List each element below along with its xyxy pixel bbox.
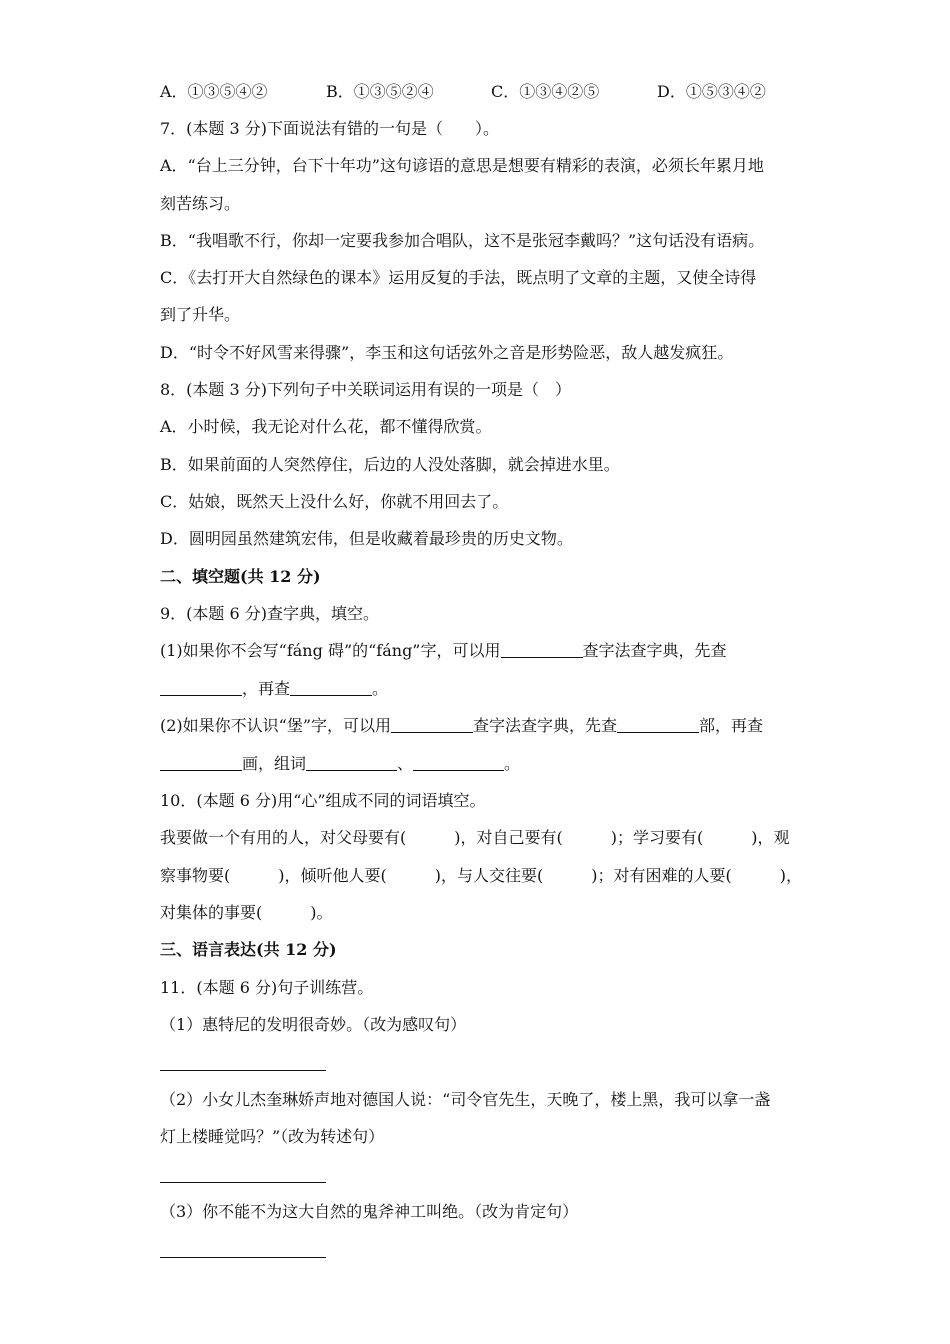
q9-part2-text-b: 查字法查字典，先查 xyxy=(473,716,618,735)
q6-option-c: C．①③④②⑤ xyxy=(491,82,600,101)
q9-part1-text-a: (1)如果你不会写“fáng 碍”的“fáng”字，可以用 xyxy=(160,641,501,660)
q7-option-c-line1: C．《去打开大自然绿色的课本》运用反复的手法，既点明了文章的主题，又使全诗得 xyxy=(160,268,757,287)
q9-part2-text-e: 、 xyxy=(397,754,414,773)
q11-sentence-2-line2: 灯上楼睡觉吗？”（改为转述句） xyxy=(160,1127,385,1146)
q8-option-a: A．小时候，我无论对什么花，都不懂得欣赏。 xyxy=(160,417,492,436)
q6-option-a: A．①③⑤④② xyxy=(160,82,268,101)
q7-option-a-line1: A．“台上三分钟，台下十年功”这句谚语的意思是想要有精彩的表演，必须长年累月地 xyxy=(160,156,764,175)
q11-stem: 11．(本题 6 分)句子训练营。 xyxy=(160,978,374,997)
q9-blank-lookup-method-2[interactable] xyxy=(391,716,473,733)
q8-option-c: C．姑娘，既然天上没什么好，你就不用回去了。 xyxy=(160,492,509,511)
q9-blank-word-2[interactable] xyxy=(413,754,504,771)
q8-option-b: B．如果前面的人突然停住，后边的人没处落脚，就会掉进水里。 xyxy=(160,455,620,474)
q9-part1-text-d: 。 xyxy=(372,679,389,698)
q10-line3: 对集体的事要( )。 xyxy=(160,903,333,922)
q9-part1-text-b: 查字法查字典，先查 xyxy=(582,641,727,660)
q11-sentence-3: （3）你不能不为这大自然的鬼斧神工叫绝。（改为肯定句） xyxy=(160,1202,579,1221)
q9-blank-strokes[interactable] xyxy=(160,754,242,771)
q7-option-d: D．“时令不好风雪来得骤”，李玉和这句话弦外之音是形势险恶，敌人越发疯狂。 xyxy=(160,343,734,362)
q9-blank-radical[interactable] xyxy=(617,716,699,733)
q7-option-a-line2: 刻苦练习。 xyxy=(160,194,241,213)
q10-stem: 10．(本题 6 分)用“心”组成不同的词语填空。 xyxy=(160,791,486,810)
q10-line2: 察事物要( )，倾听他人要( )，与人交往要( )；对有困难的人要( )， xyxy=(160,866,802,885)
q9-part2-text-f: 。 xyxy=(504,754,521,773)
q11-answer-line-2[interactable] xyxy=(160,1182,326,1183)
q6-option-b: B．①③⑤②④ xyxy=(326,82,434,101)
q7-stem: 7．(本题 3 分)下面说法有错的一句是（ ）。 xyxy=(160,119,500,138)
q9-part1-text-c: ，再查 xyxy=(242,679,291,698)
q11-sentence-2-line1: （2）小女儿杰奎琳娇声地对德国人说：“司令官先生，天晚了，楼上黑，我可以拿一盏 xyxy=(160,1090,771,1109)
q9-part2-text-a: (2)如果你不认识“堡”字，可以用 xyxy=(160,716,392,735)
q9-blank-word-1[interactable] xyxy=(306,754,397,771)
q9-part2-text-d: 画，组词 xyxy=(242,754,307,773)
q11-answer-line-3[interactable] xyxy=(160,1257,326,1258)
q9-part2-text-c: 部，再查 xyxy=(699,716,764,735)
q9-part1-line1 xyxy=(160,641,800,661)
q9-blank-then-check[interactable] xyxy=(290,679,372,696)
q11-sentence-1: （1）惠特尼的发明很奇妙。（改为感叹句） xyxy=(160,1015,467,1034)
q9-part2-line1 xyxy=(160,716,800,736)
q9-stem: 9．(本题 6 分)查字典，填空。 xyxy=(160,604,380,623)
q11-answer-line-1[interactable] xyxy=(160,1070,326,1071)
q8-stem: 8．(本题 3 分)下列句子中关联词运用有误的一项是（ ） xyxy=(160,380,572,399)
q9-part1-line2 xyxy=(160,679,800,699)
q10-line1: 我要做一个有用的人，对父母要有( )，对自己要有( )；学习要有( )，观 xyxy=(160,828,790,847)
q9-blank-first-check[interactable] xyxy=(160,679,242,696)
section-3-heading: 三、语言表达(共 12 分) xyxy=(160,940,337,959)
q9-blank-lookup-method[interactable] xyxy=(501,641,583,658)
section-2-heading: 二、填空题(共 12 分) xyxy=(160,567,321,586)
q7-option-b: B．“我唱歌不行，你却一定要我参加合唱队，这不是张冠李戴吗？”这句话没有语病。 xyxy=(160,231,765,250)
q9-part2-line2 xyxy=(160,754,800,774)
q6-option-d: D．①⑤③④② xyxy=(657,82,766,101)
q7-option-c-line2: 到了升华。 xyxy=(160,305,241,324)
q8-option-d: D．圆明园虽然建筑宏伟，但是收藏着最珍贵的历史文物。 xyxy=(160,529,573,548)
